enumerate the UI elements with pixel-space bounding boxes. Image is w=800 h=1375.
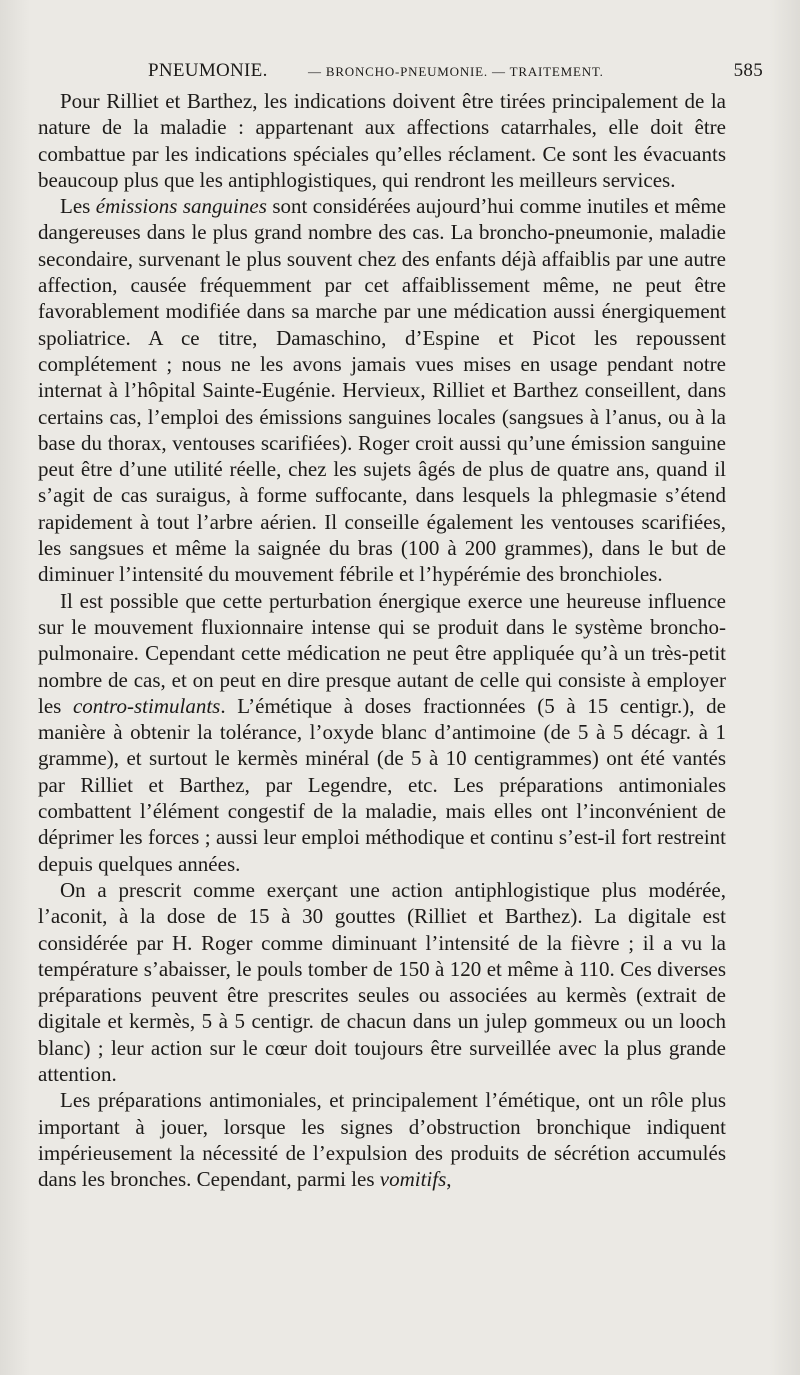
section-title: — BRONCHO-PNEUMONIE. — TRAITEMENT. (308, 64, 604, 79)
paragraph-text: Les préparations antimoniales, et principalement l’émétique, ont un rôle plus important à jouer, lorsque les signes d’obstruction bronchique indiquent impérieusement la nécessité de l’expulsion des produits de sécrétion accumulés dans les bronches. Cependant, parmi les (38, 1088, 726, 1192)
paragraph-text: sont considérées aujourd’hui comme inutiles et même dangereuses dans le plus grand nombre des cas. La broncho-pneumonie, maladie secondaire, survenant le plus souvent chez des enfants déjà affaiblis par une autre affection, causée fréquemment par cet affaiblissement même, ne peut être favorablement modifiée dans sa marche par une médication aussi énergiquement spoliatrice. A ce titre, Damaschino, d’Espine et Picot les repoussent complétement ; nous ne les avons jamais vues mises en usage pendant notre internat à l’hôpital Sainte-Eugénie. Hervieux, Rilliet et Barthez conseillent, dans certains cas, l’emploi des émissions sanguines locales (sangsues à l’anus, ou à la base du thorax, ventouses scarifiées). Roger croit aussi qu’une émission sanguine peut être d’une utilité réelle, chez les sujets âgés de plus de quatre ans, quand il s’agit de cas suraigus, à forme suffocante, dans lesquels la phlegmasie s’étend rapidement à tout l’arbre aérien. Il conseille également les ventouses scarifiées, les sangsues et même la saignée du bras (100 à 200 grammes), dans le but de diminuer l’intensité du mouvement fébrile et l’hypérémie des bronchioles. (38, 194, 726, 587)
paragraph (38, 1087, 726, 1192)
page-number: 585 (733, 60, 763, 81)
italic-term: vomitifs (379, 1167, 447, 1192)
paragraph-text: Les (60, 194, 96, 219)
italic-term: émissions sanguines (95, 194, 267, 219)
paragraph-text: , (446, 1167, 452, 1192)
paragraph-text: . L’émétique à doses fractionnées (5 à 15 centigr.), de manière à obtenir la tolérance, l’oxyde blanc d’antimoine (de 5 à 5 décagr. à 1 gramme), et surtout le kermès minéral (de 5 à 10 centigrammes) ont été vantés par Rilliet et Barthez, par Legendre, etc. Les préparations antimoniales combattent l’élément congestif de la maladie, mais elles ont l’inconvénient de déprimer les forces ; aussi leur emploi méthodique et continu s’est-il fort restreint depuis quelques années. (38, 693, 727, 876)
paragraph-text: On a prescrit comme exerçant une action antiphlogistique plus modérée, l’aconit, à la dose de 15 à 30 gouttes (Rilliet et Barthez). La digitale est considérée par H. Roger comme diminuant l’intensité de la fièvre ; il a vu la température s’abaisser, le pouls tomber de 150 à 120 et même à 110. Ces diverses préparations peuvent être prescrites seules ou associées au kermès (extrait de digitale et kermès, 5 à 5 centigr. de chacun dans un julep gommeux ou un looch blanc) ; leur action sur le cœur doit toujours être surveillée avec la plus grande attention. (38, 877, 726, 1086)
running-header (148, 58, 763, 88)
running-title: PNEUMONIE. (148, 60, 268, 81)
body-text (38, 88, 726, 1192)
paragraph-text: Il est possible que cette perturbation énergique exerce une heureuse influence sur le mouvement fluxionnaire intense qui se produit dans le système broncho-pulmonaire. Cependant cette médication ne peut être appliquée qu’à un très-petit nombre de cas, et on peut en dire presque autant de celle qui consiste à employer les (38, 588, 726, 718)
paragraph-text: Pour Rilliet et Barthez, les indications doivent être tirées principalement de la nature de la maladie : appartenant aux affections catarrhales, elle doit être combattue par les indications spéciales qu’elles réclament. Ce sont les évacuants beaucoup plus que les antiphlogistiques, qui rendront les meilleurs services. (38, 89, 726, 192)
paragraph (38, 588, 726, 877)
paragraph (38, 88, 726, 193)
italic-term: contro-stimulants (72, 693, 221, 718)
paragraph (38, 877, 726, 1087)
paragraph (38, 193, 726, 587)
